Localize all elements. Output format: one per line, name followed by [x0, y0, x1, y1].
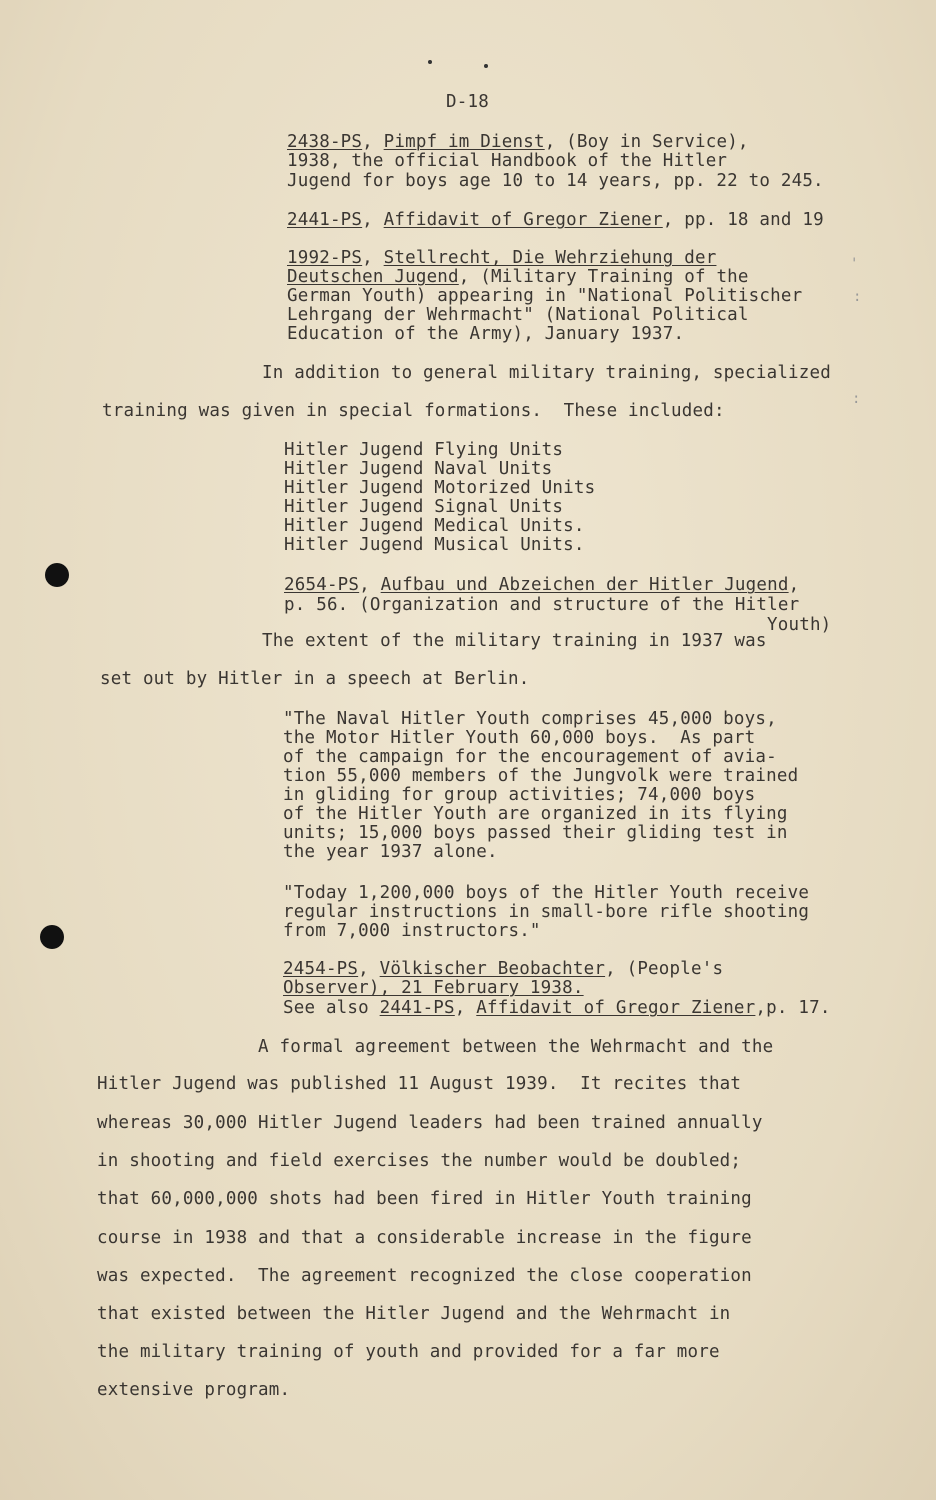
- margin-tick: ': [850, 256, 859, 272]
- citation-line: Lehrgang der Wehrmacht" (National Political: [287, 305, 749, 325]
- citation-text: , (Military Training of the: [458, 267, 749, 287]
- margin-tick: :: [853, 289, 862, 305]
- paragraph-line: The extent of the military training in 1937 was: [262, 631, 767, 651]
- see-also-line: [283, 999, 831, 1018]
- quote-line: tion 55,000 members of the Jungvolk were trained: [283, 766, 799, 786]
- citation-1992-ps: 1992-PS, Stellrecht, Die Wehrziehung der: [287, 248, 717, 268]
- paragraph-line: extensive program.: [97, 1380, 291, 1400]
- quote-line: "Today 1,200,000 boys of the Hitler Youth receive: [283, 883, 810, 903]
- citation-title: Deutschen Jugend: [287, 267, 459, 287]
- citation-title: Stellrecht, Die Wehrziehung der: [383, 248, 717, 268]
- citation-text: , (Boy in Service),: [544, 132, 749, 152]
- citation-line: Education of the Army), January 1937.: [287, 324, 685, 344]
- citation-text: ,p. 17.: [755, 998, 831, 1018]
- citation-line: Youth): [767, 615, 832, 635]
- unit-item: Hitler Jugend Naval Units: [284, 459, 553, 479]
- citation-2438-ps: 2438-PS, Pimpf im Dienst, (Boy in Service),: [287, 132, 749, 152]
- citation-title: Pimpf im Dienst: [383, 132, 545, 152]
- quote-line: of the campaign for the encouragement of avia-: [283, 747, 777, 767]
- citation-title: Aufbau und Abzeichen der Hitler Jugend: [380, 575, 789, 595]
- quote-line: regular instructions in small-bore rifle shooting: [283, 902, 810, 922]
- citation-line: 1938, the official Handbook of the Hitler: [287, 151, 728, 171]
- quote-line: the Motor Hitler Youth 60,000 boys. As part: [283, 728, 756, 748]
- citation-line: [283, 979, 584, 998]
- paragraph-line: that 60,000,000 shots had been fired in Hitler Youth training: [97, 1189, 752, 1209]
- citation-line: [287, 268, 749, 287]
- citation-ref: 2438-PS: [287, 132, 363, 152]
- quote-line: "The Naval Hitler Youth comprises 45,000 boys,: [283, 709, 777, 729]
- see-also-sep: ,: [454, 998, 477, 1018]
- citation-ref: 2454-PS: [283, 959, 359, 979]
- paragraph-line: that existed between the Hitler Jugend and the Wehrmacht in: [97, 1304, 731, 1324]
- citation-text: Observer), 21 February 1938.: [283, 978, 584, 998]
- paragraph-line: A formal agreement between the Wehrmacht and the: [258, 1037, 774, 1057]
- paragraph-line: in shooting and field exercises the number would be doubled;: [97, 1151, 742, 1171]
- paragraph-line: the military training of youth and provided for a far more: [97, 1342, 720, 1362]
- paragraph-line: training was given in special formations. These included:: [102, 401, 725, 421]
- citation-title: Affidavit of Gregor Ziener: [383, 210, 663, 230]
- unit-item: Hitler Jugend Signal Units: [284, 497, 564, 517]
- paragraph-line: course in 1938 and that a considerable increase in the figure: [97, 1228, 752, 1248]
- citation-text: ,: [788, 575, 800, 595]
- citation-ref: 2654-PS: [284, 575, 360, 595]
- quote-line: in gliding for group activities; 74,000 boys: [283, 785, 756, 805]
- citation-2441-ps: 2441-PS, Affidavit of Gregor Ziener, pp. 18 and 19: [287, 210, 824, 230]
- citation-ref: 2441-PS: [287, 210, 363, 230]
- unit-item: Hitler Jugend Medical Units.: [284, 516, 585, 536]
- citation-line: Jugend for boys age 10 to 14 years, pp. 22 to 245.: [287, 171, 824, 191]
- citation-ref: 2441-PS: [379, 998, 455, 1018]
- see-also-prefix: See also: [283, 998, 380, 1018]
- quote-line: units; 15,000 boys passed their gliding test in: [283, 823, 788, 843]
- citation-text: , pp. 18 and 19: [662, 210, 824, 230]
- paragraph-line: set out by Hitler in a speech at Berlin.: [100, 669, 530, 689]
- quote-line: from 7,000 instructors.": [283, 921, 541, 941]
- speck-mark: [428, 60, 432, 64]
- citation-title: Völkischer Beobachter: [379, 959, 606, 979]
- paragraph-line: was expected. The agreement recognized the close cooperation: [97, 1266, 752, 1286]
- paragraph-line: In addition to general military training, specialized: [262, 363, 832, 383]
- quote-line: the year 1937 alone.: [283, 842, 498, 862]
- citation-line: p. 56. (Organization and structure of the Hitler: [284, 595, 800, 615]
- unit-item: Hitler Jugend Motorized Units: [284, 478, 596, 498]
- speck-mark: [484, 64, 488, 68]
- punch-hole-lower: [40, 925, 64, 949]
- page-number: D-18: [446, 92, 489, 112]
- citation-ref: 1992-PS: [287, 248, 363, 268]
- unit-item: Hitler Jugend Flying Units: [284, 440, 564, 460]
- paragraph-line: Hitler Jugend was published 11 August 1939. It recites that: [97, 1074, 742, 1094]
- paragraph-line: whereas 30,000 Hitler Jugend leaders had been trained annually: [97, 1113, 763, 1133]
- margin-tick: :: [852, 391, 861, 407]
- citation-line: German Youth) appearing in "National Politischer: [287, 286, 803, 306]
- citation-2454-ps: 2454-PS, Völkischer Beobachter, (People's: [283, 959, 724, 979]
- quote-line: of the Hitler Youth are organized in its flying: [283, 804, 788, 824]
- unit-item: Hitler Jugend Musical Units.: [284, 535, 585, 555]
- citation-text: , (People's: [605, 959, 724, 979]
- citation-2654-ps: 2654-PS, Aufbau und Abzeichen der Hitler Jugend,: [284, 575, 800, 595]
- citation-title: Affidavit of Gregor Ziener: [476, 998, 756, 1018]
- punch-hole-upper: [45, 563, 69, 587]
